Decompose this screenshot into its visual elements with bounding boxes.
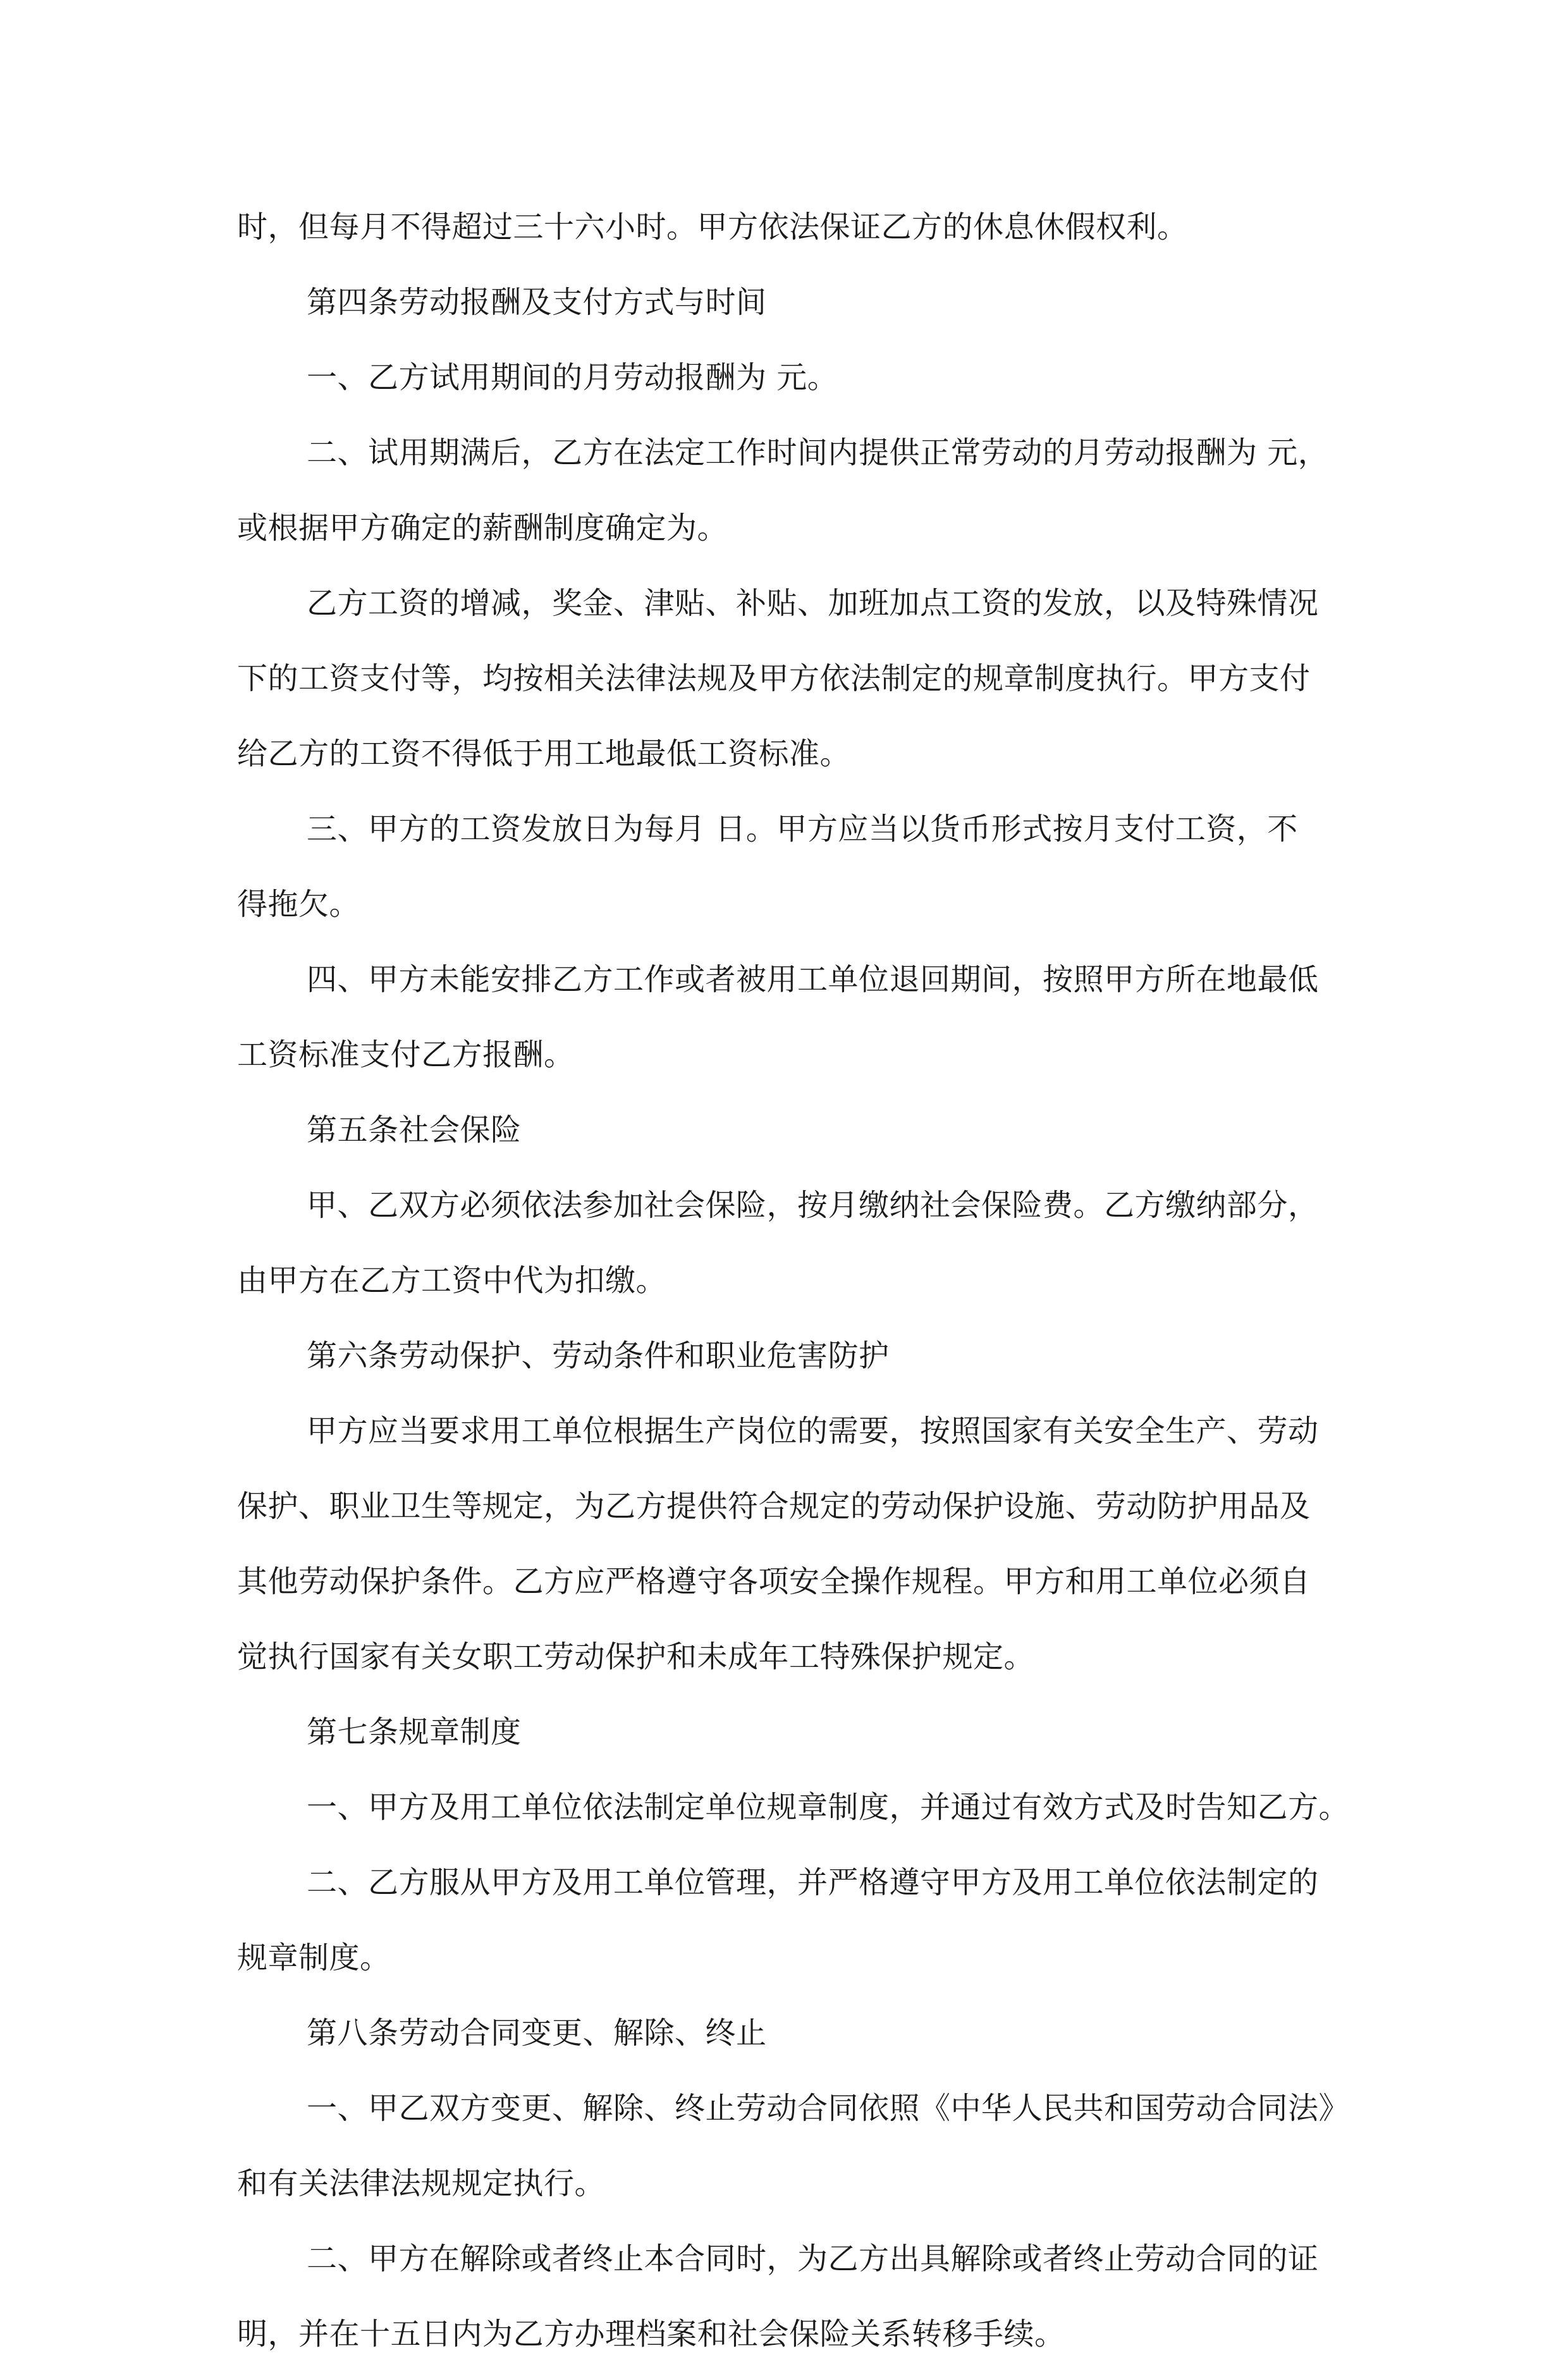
document-line: 一、甲方及用工单位依法制定单位规章制度，并通过有效方式及时告知乙方。	[307, 1790, 1350, 1825]
document-line: 一、乙方试用期间的月劳动报酬为 元。	[307, 360, 838, 395]
document-line: 时，但每月不得超过三十六小时。甲方依法保证乙方的休息休假权利。	[237, 209, 1188, 245]
document-line: 工资标准支付乙方报酬。	[237, 1037, 575, 1072]
document-line: 第四条劳动报酬及支付方式与时间	[307, 285, 767, 320]
document-line: 一、甲乙双方变更、解除、终止劳动合同依照《中华人民共和国劳动合同法》	[307, 2091, 1350, 2126]
document-body	[237, 190, 1350, 2372]
document-line: 甲方应当要求用工单位根据生产岗位的需要，按照国家有关安全生产、劳动	[307, 1413, 1319, 1449]
document-line: 其他劳动保护条件。乙方应严格遵守各项安全操作规程。甲方和用工单位必须自	[237, 1564, 1311, 1599]
document-line: 乙方工资的增减，奖金、津贴、补贴、加班加点工资的发放，以及特殊情况	[307, 586, 1319, 621]
document-line: 二、甲方在解除或者终止本合同时，为乙方出具解除或者终止劳动合同的证	[307, 2241, 1319, 2277]
document-line: 第七条规章制度	[307, 1714, 522, 1750]
document-line: 下的工资支付等，均按相关法律法规及甲方依法制定的规章制度执行。甲方支付	[237, 661, 1311, 696]
document-line: 明，并在十五日内为乙方办理档案和社会保险关系转移手续。	[237, 2316, 1065, 2352]
document-line: 给乙方的工资不得低于用工地最低工资标准。	[237, 736, 851, 771]
document-line: 甲、乙双方必须依法参加社会保险，按月缴纳社会保险费。乙方缴纳部分，	[307, 1188, 1319, 1223]
document-line: 得拖欠。	[237, 887, 360, 922]
document-line: 规章制度。	[237, 1940, 391, 1976]
document-line: 第五条社会保险	[307, 1112, 522, 1148]
document-line: 由甲方在乙方工资中代为扣缴。	[237, 1263, 667, 1298]
document-line: 四、甲方未能安排乙方工作或者被用工单位退回期间，按照甲方所在地最低	[307, 962, 1319, 997]
document-line: 和有关法律法规规定执行。	[237, 2166, 606, 2201]
document-line: 二、乙方服从甲方及用工单位管理，并严格遵守甲方及用工单位依法制定的	[307, 1865, 1319, 1900]
document-line: 三、甲方的工资发放日为每月 日。甲方应当以货币形式按月支付工资，不	[307, 811, 1298, 847]
document-line: 或根据甲方确定的薪酬制度确定为。	[237, 510, 728, 546]
document-line: 觉执行国家有关女职工劳动保护和未成年工特殊保护规定。	[237, 1639, 1035, 1675]
document-line: 保护、职业卫生等规定，为乙方提供符合规定的劳动保护设施、劳动防护用品及	[237, 1489, 1311, 1524]
document-line: 二、试用期满后，乙方在法定工作时间内提供正常劳动的月劳动报酬为 元，	[307, 435, 1329, 470]
document-line: 第六条劳动保护、劳动条件和职业危害防护	[307, 1338, 890, 1373]
document-line: 第八条劳动合同变更、解除、终止	[307, 2015, 767, 2051]
